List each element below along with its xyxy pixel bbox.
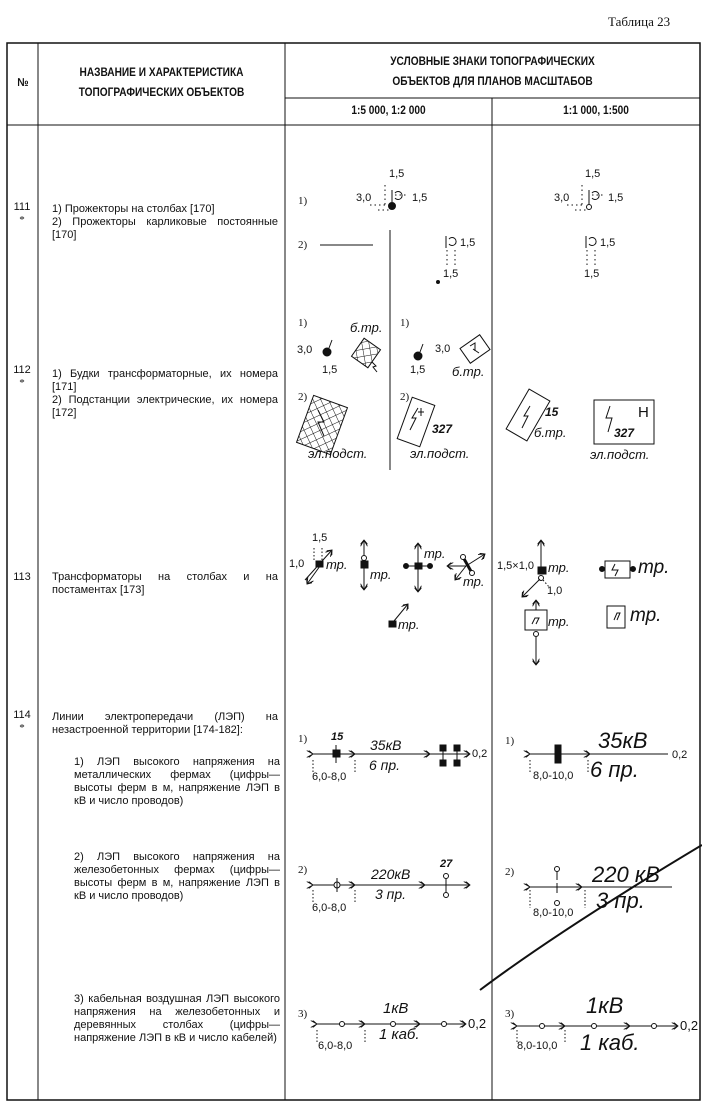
symbol-label: 2) xyxy=(400,391,410,403)
symbol-label: б.тр. xyxy=(534,425,567,440)
header-name-line: ТОПОГРАФИЧЕСКИХ ОБЪЕКТОВ xyxy=(78,87,245,99)
symbol-label: 1,5×1,0 xyxy=(497,560,535,572)
row-number: 113 xyxy=(13,571,31,583)
header-signs xyxy=(310,52,675,92)
symbol-label: 1) xyxy=(400,317,410,329)
symbol-label: тр. xyxy=(424,546,446,561)
row-star: * xyxy=(19,722,25,734)
symbol-label: 6,0-8,0 xyxy=(312,771,347,783)
symbol-label: 1,0 xyxy=(289,558,305,570)
symbol-label: тр. xyxy=(326,557,348,572)
row-description: Трансформаторы на столбах и на постаментах [173] xyxy=(52,571,278,596)
symbol-label: 2) xyxy=(298,864,308,876)
symbol-label: 1,0 xyxy=(547,585,563,597)
row-star: * xyxy=(19,214,25,226)
row-number: 112 xyxy=(13,364,31,376)
symbol-label: Н xyxy=(638,404,649,421)
symbol-label: 220кВ xyxy=(371,866,411,882)
symbol-label: 35кВ xyxy=(598,728,648,753)
row-description xyxy=(52,203,278,242)
searchlight-symbols xyxy=(370,185,605,268)
symbol-label: 8,0-10,0 xyxy=(533,770,574,782)
row-number: 114 xyxy=(13,709,31,721)
symbol-label: тр. xyxy=(463,574,485,589)
symbol-label: тр. xyxy=(370,567,392,582)
symbol-label: 1) xyxy=(298,733,308,745)
symbol-label: эл.подст. xyxy=(308,446,368,461)
symbol-label: тр. xyxy=(630,605,662,626)
row-description: Линии электропередачи (ЛЭП) на незастроенной территории [174-182]: xyxy=(52,711,278,736)
header-signs-line: УСЛОВНЫЕ ЗНАКИ ТОПОГРАФИЧЕСКИХ xyxy=(390,56,595,68)
symbol-label: 0,2 xyxy=(468,1016,487,1031)
symbol-label: 3,0 xyxy=(356,192,372,204)
symbol-label: 6 пр. xyxy=(369,757,401,773)
symbol-label: эл.подст. xyxy=(590,447,650,462)
symbol-label: 1,5 xyxy=(322,364,338,376)
header-scale-b: 1:1 000, 1:500 xyxy=(563,105,629,117)
symbol-label: 1 каб. xyxy=(580,1030,640,1055)
symbol-label: 1,5 xyxy=(412,192,428,204)
symbol-label: 3) xyxy=(505,1008,515,1020)
transformer-booth-symbols xyxy=(297,335,654,455)
symbol-label: 3,0 xyxy=(297,344,313,356)
symbol-label: тр. xyxy=(398,617,420,632)
symbol-label: 3 пр. xyxy=(596,888,645,913)
row-description xyxy=(52,368,278,420)
symbol-label: 327 xyxy=(614,426,635,440)
symbol-label: б.тр. xyxy=(452,364,485,379)
symbol-label: 1кВ xyxy=(383,1000,409,1017)
header-number: № xyxy=(17,77,29,89)
table-label: Таблица 23 xyxy=(608,14,671,29)
header-name-line: НАЗВАНИЕ И ХАРАКТЕРИСТИКА xyxy=(79,67,244,79)
symbol-label: 8,0-10,0 xyxy=(517,1040,558,1052)
symbol-label: тр. xyxy=(638,557,670,578)
symbol-label: 1) xyxy=(505,735,515,747)
symbol-label: 0,2 xyxy=(672,749,688,761)
symbol-label: 3,0 xyxy=(554,192,570,204)
row-subitem: 1) ЛЭП высокого напряжения на металлических фермах (цифры—высоты ферм в м, напряжение ЛЭП в кВ и число проводов) xyxy=(74,756,280,807)
row-number: 111 xyxy=(13,201,31,213)
symbol-label: 1,5 xyxy=(600,237,616,249)
symbol-label: эл.подст. xyxy=(410,446,470,461)
symbol-label: 3) xyxy=(298,1008,308,1020)
symbol-label: б.тр. xyxy=(350,320,383,335)
description-item: 2) Прожекторы карликовые постоянные [170] xyxy=(52,216,278,241)
description-item: 1) Будки трансформаторные, их номера [171] xyxy=(52,368,278,393)
symbol-label: тр. xyxy=(548,560,570,575)
row-subitem: 3) кабельная воздушная ЛЭП высокого напряжения на железобетонных и деревянных столбах (цифры—напряжение ЛЭП в кВ и число кабелей) xyxy=(74,993,280,1044)
symbol-label: 27 xyxy=(440,858,453,870)
symbol-label: 1 каб. xyxy=(379,1026,420,1043)
header-scale-a: 1:5 000, 1:2 000 xyxy=(351,105,426,117)
symbol-label: 1,5 xyxy=(585,168,601,180)
symbol-label: 1,5 xyxy=(460,237,476,249)
symbol-label: 3,0 xyxy=(435,343,451,355)
header-name xyxy=(53,63,270,103)
symbol-label: 327 xyxy=(432,422,453,436)
symbol-label: 2) xyxy=(298,391,308,403)
symbol-label: 1,5 xyxy=(584,268,600,280)
symbol-label: 0,2 xyxy=(472,748,488,760)
symbol-label: 220 кВ xyxy=(592,862,660,887)
symbol-label: 1,5 xyxy=(608,192,624,204)
symbol-label: 6,0-8,0 xyxy=(312,902,347,914)
symbol-label: 3 пр. xyxy=(375,886,407,902)
symbol-label: 8,0-10,0 xyxy=(533,907,574,919)
symbol-label: 2) xyxy=(298,239,308,251)
header-signs-line: ОБЪЕКТОВ ДЛЯ ПЛАНОВ МАСШТАБОВ xyxy=(392,76,593,88)
symbol-label: 1,5 xyxy=(389,168,405,180)
symbol-label: 1) xyxy=(298,195,308,207)
description-item: 1) Прожекторы на столбах [170] xyxy=(52,203,215,215)
symbol-label: 2) xyxy=(505,866,515,878)
symbol-label: 1,5 xyxy=(443,268,459,280)
symbol-label: 1кВ xyxy=(586,993,624,1018)
symbol-label: 35кВ xyxy=(370,737,402,753)
symbol-label: 6 пр. xyxy=(590,757,639,782)
symbol-label: 1) xyxy=(298,317,308,329)
symbol-label: 1,5 xyxy=(312,532,328,544)
symbol-label: 1,5 xyxy=(410,364,426,376)
row-star: * xyxy=(19,377,25,389)
row-subitem: 2) ЛЭП высокого напряжения на железобетонных фермах (цифры—высоты ферм в м, напряжение ЛЭП в кВ и число проводов) xyxy=(74,851,280,902)
transformer-symbols xyxy=(305,540,636,665)
symbol-label: 15 xyxy=(331,731,344,743)
symbol-label: 0,2 xyxy=(680,1018,699,1033)
description-item: 2) Подстанции электрические, их номера [172] xyxy=(52,394,278,419)
symbol-label: тр. xyxy=(548,614,570,629)
symbol-label: 6,0-8,0 xyxy=(318,1040,353,1052)
symbol-label: 15 xyxy=(545,405,559,419)
